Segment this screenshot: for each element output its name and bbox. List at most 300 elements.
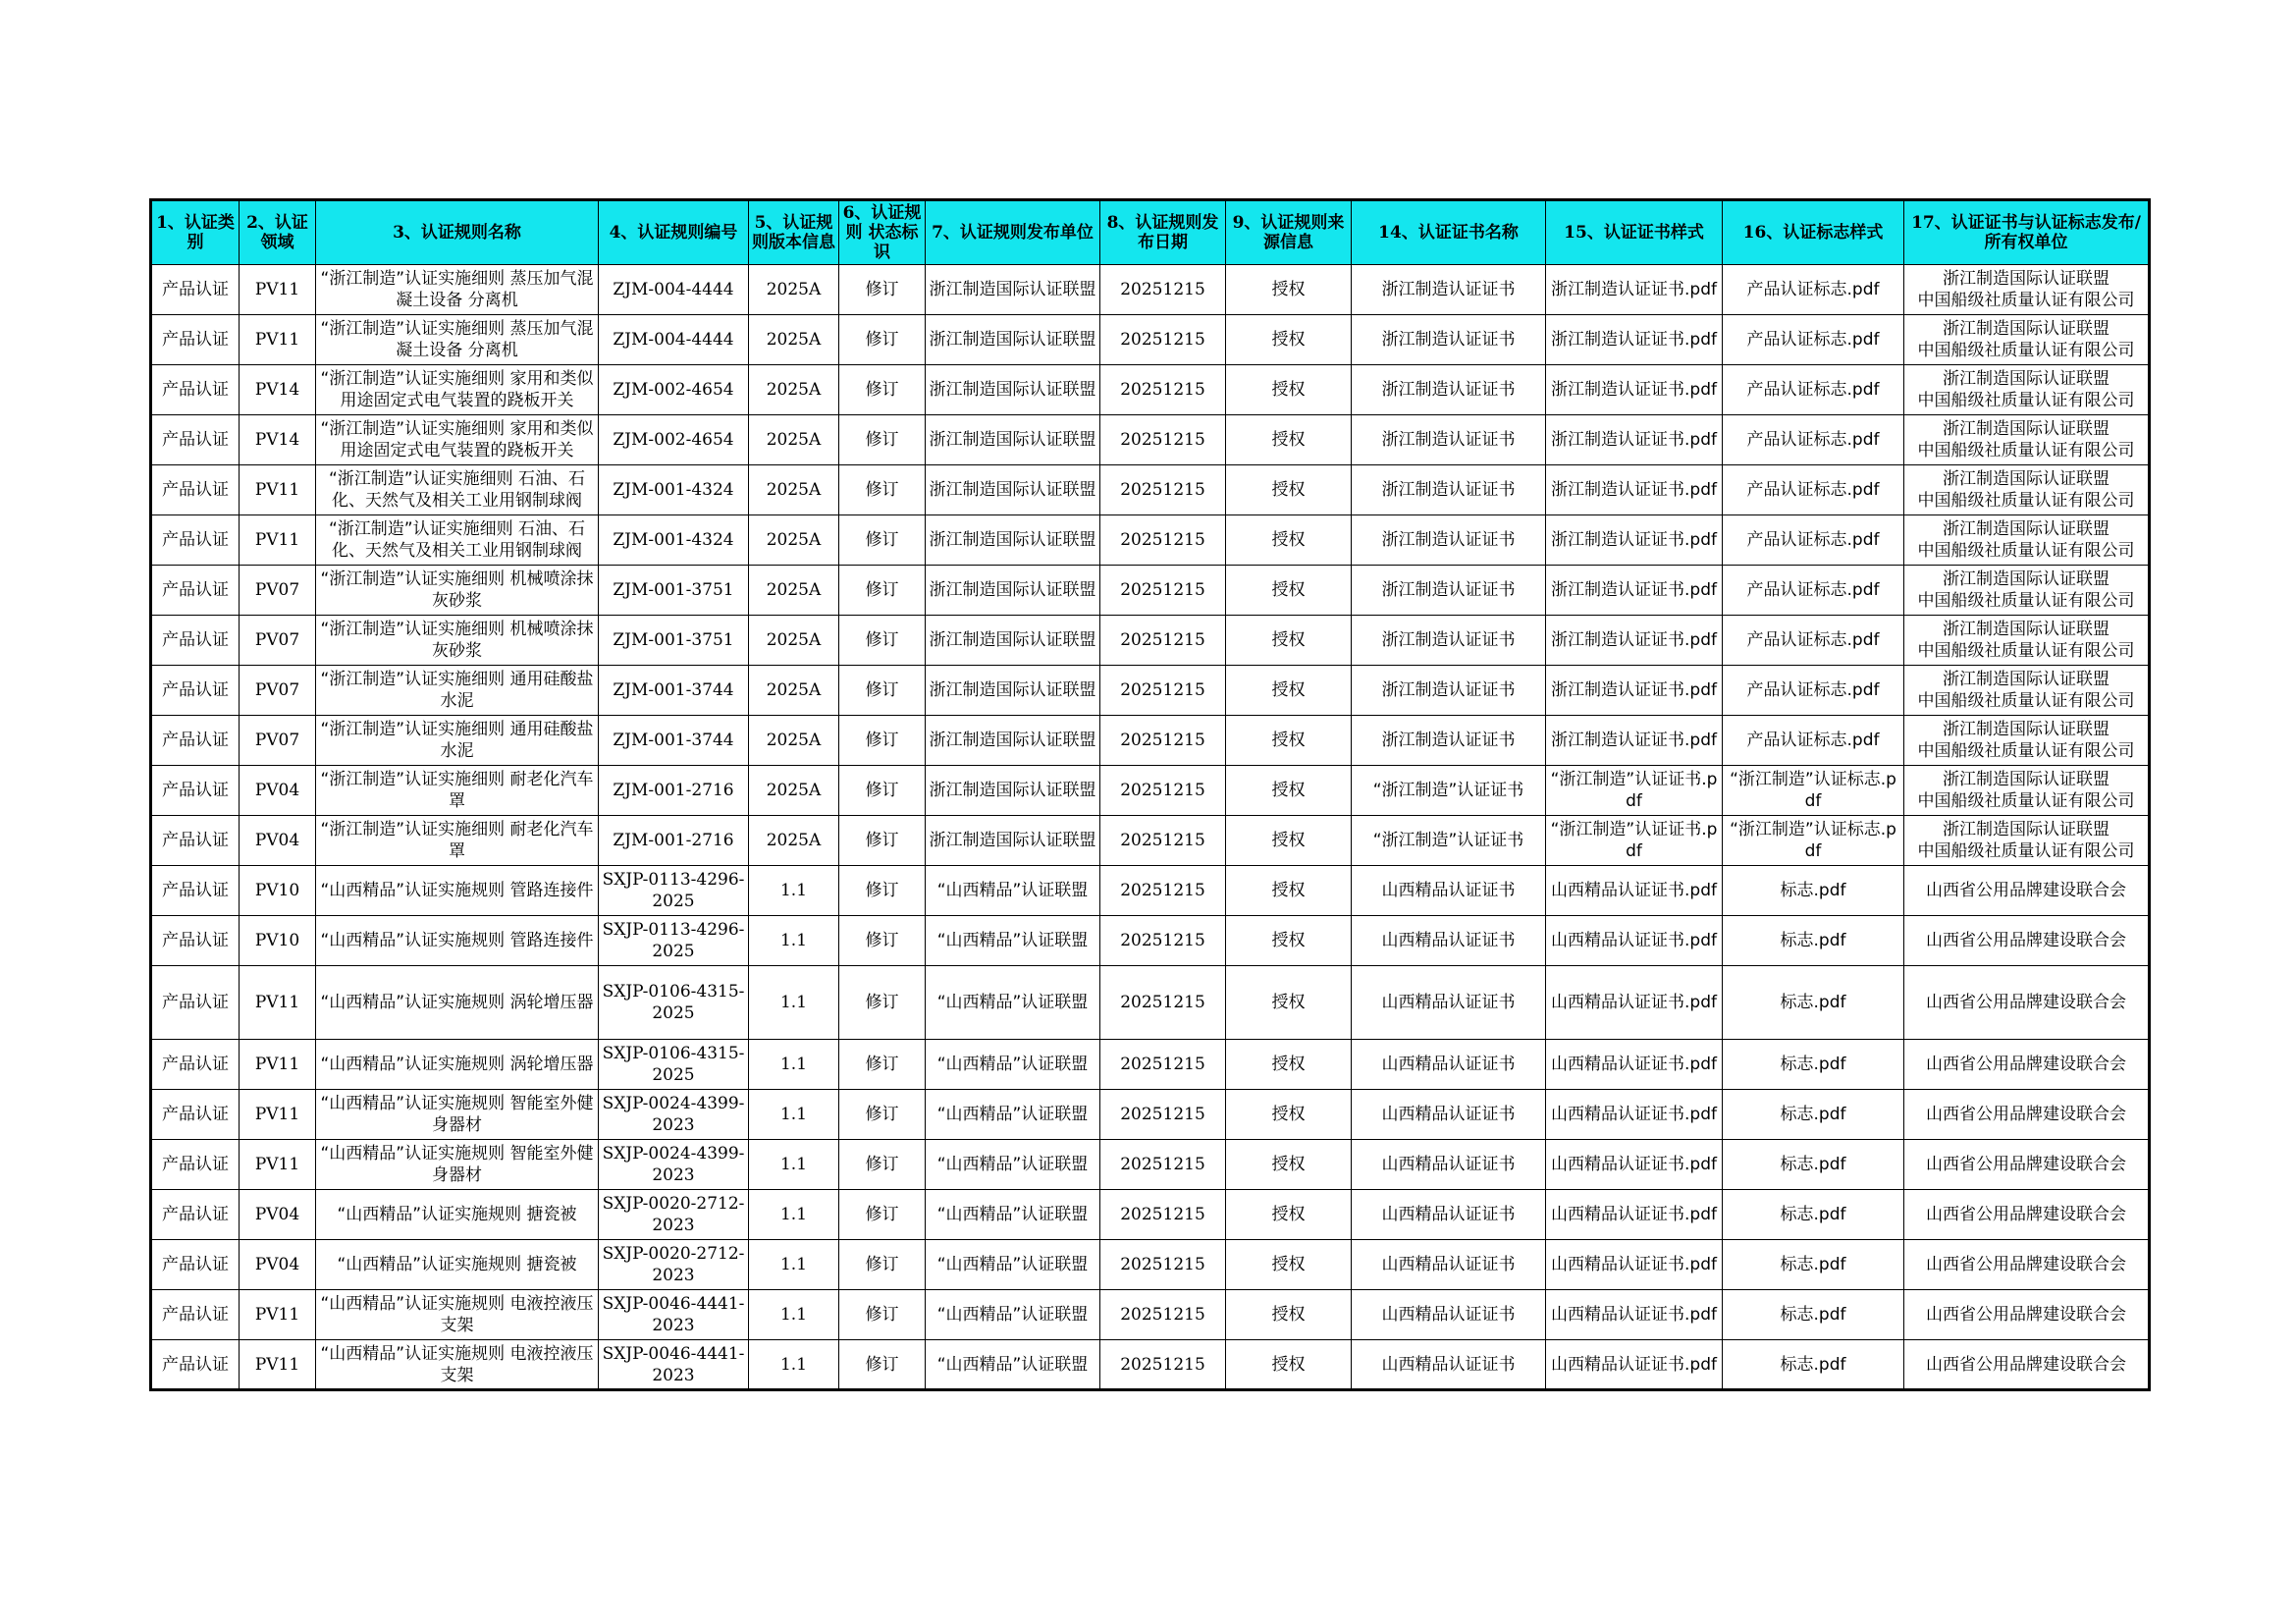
rule-code-cell: SXJP-0020-2712-2023 — [599, 1190, 749, 1240]
version-cell: 2025A — [749, 566, 839, 616]
date-cell: 20251215 — [1100, 566, 1226, 616]
category-cell: 产品认证 — [151, 365, 240, 415]
category-cell: 产品认证 — [151, 1240, 240, 1290]
date-cell: 20251215 — [1100, 616, 1226, 666]
publisher-cell: “山西精品”认证联盟 — [926, 1040, 1100, 1090]
version-cell: 2025A — [749, 465, 839, 515]
owner-cell — [1904, 816, 2150, 866]
date-cell: 20251215 — [1100, 465, 1226, 515]
source-cell: 授权 — [1226, 766, 1352, 816]
column-header: 14、认证证书名称 — [1352, 200, 1546, 265]
owner-line-1: 山西省公用品牌建设联合会 — [1926, 993, 2126, 1012]
owner-line-1: 浙江制造国际认证联盟 — [1943, 469, 2109, 489]
owner-cell — [1904, 1290, 2150, 1340]
version-cell: 1.1 — [749, 1290, 839, 1340]
publisher-cell: 浙江制造国际认证联盟 — [926, 566, 1100, 616]
rule-name-cell: “山西精品”认证实施规则 管路连接件 — [316, 916, 599, 966]
field-cell: PV04 — [240, 816, 316, 866]
owner-cell — [1904, 1340, 2150, 1390]
cert-name-cell: 浙江制造认证证书 — [1352, 415, 1546, 465]
date-cell: 20251215 — [1100, 365, 1226, 415]
date-cell: 20251215 — [1100, 1040, 1226, 1090]
cert-style-cell: 浙江制造认证证书.pdf — [1546, 716, 1723, 766]
category-cell: 产品认证 — [151, 1040, 240, 1090]
column-header: 15、认证证书样式 — [1546, 200, 1723, 265]
category-cell: 产品认证 — [151, 766, 240, 816]
status-cell: 修订 — [839, 766, 926, 816]
table-row — [151, 666, 2150, 716]
publisher-cell: “山西精品”认证联盟 — [926, 1140, 1100, 1190]
rule-name-cell: “浙江制造”认证实施细则 石油、石化、天然气及相关工业用钢制球阀 — [316, 465, 599, 515]
field-cell: PV11 — [240, 1290, 316, 1340]
column-header: 9、认证规则来源信息 — [1226, 200, 1352, 265]
date-cell: 20251215 — [1100, 816, 1226, 866]
cert-style-cell: 山西精品认证证书.pdf — [1546, 1240, 1723, 1290]
rule-name-cell: “山西精品”认证实施规则 搪瓷被 — [316, 1240, 599, 1290]
rule-name-cell: “浙江制造”认证实施细则 通用硅酸盐水泥 — [316, 716, 599, 766]
source-cell: 授权 — [1226, 916, 1352, 966]
rule-name-cell: “山西精品”认证实施规则 电液控液压支架 — [316, 1290, 599, 1340]
field-cell: PV07 — [240, 616, 316, 666]
version-cell: 1.1 — [749, 916, 839, 966]
source-cell: 授权 — [1226, 1340, 1352, 1390]
owner-line-1: 浙江制造国际认证联盟 — [1943, 720, 2109, 739]
owner-cell — [1904, 1190, 2150, 1240]
field-cell: PV07 — [240, 566, 316, 616]
table-row — [151, 866, 2150, 916]
owner-line-2: 中国船级社质量认证有限公司 — [1917, 791, 2135, 811]
publisher-cell: 浙江制造国际认证联盟 — [926, 365, 1100, 415]
cert-name-cell: 山西精品认证证书 — [1352, 1040, 1546, 1090]
date-cell: 20251215 — [1100, 265, 1226, 315]
mark-style-cell: 标志.pdf — [1723, 1140, 1904, 1190]
table-row — [151, 916, 2150, 966]
rule-name-cell: “山西精品”认证实施规则 搪瓷被 — [316, 1190, 599, 1240]
owner-line-2: 中国船级社质量认证有限公司 — [1917, 291, 2135, 310]
mark-style-cell: 标志.pdf — [1723, 1090, 1904, 1140]
category-cell: 产品认证 — [151, 716, 240, 766]
rule-code-cell: SXJP-0113-4296-2025 — [599, 866, 749, 916]
status-cell: 修订 — [839, 1190, 926, 1240]
status-cell: 修订 — [839, 465, 926, 515]
status-cell: 修订 — [839, 616, 926, 666]
owner-cell — [1904, 966, 2150, 1040]
column-header: 17、认证证书与认证标志发布/所有权单位 — [1904, 200, 2150, 265]
publisher-cell: “山西精品”认证联盟 — [926, 1240, 1100, 1290]
source-cell: 授权 — [1226, 415, 1352, 465]
category-cell: 产品认证 — [151, 315, 240, 365]
publisher-cell: 浙江制造国际认证联盟 — [926, 265, 1100, 315]
field-cell: PV11 — [240, 1140, 316, 1190]
rule-code-cell: ZJM-002-4654 — [599, 415, 749, 465]
version-cell: 2025A — [749, 265, 839, 315]
owner-line-1: 浙江制造国际认证联盟 — [1943, 369, 2109, 389]
column-header: 3、认证规则名称 — [316, 200, 599, 265]
rule-code-cell: ZJM-001-3751 — [599, 566, 749, 616]
owner-line-1: 浙江制造国际认证联盟 — [1943, 569, 2109, 589]
rule-code-cell: SXJP-0106-4315-2025 — [599, 1040, 749, 1090]
cert-name-cell: 浙江制造认证证书 — [1352, 365, 1546, 415]
cert-name-cell: “浙江制造”认证证书 — [1352, 816, 1546, 866]
mark-style-cell: 标志.pdf — [1723, 866, 1904, 916]
date-cell: 20251215 — [1100, 1340, 1226, 1390]
owner-line-1: 山西省公用品牌建设联合会 — [1926, 1305, 2126, 1325]
mark-style-cell: 产品认证标志.pdf — [1723, 315, 1904, 365]
status-cell: 修订 — [839, 1140, 926, 1190]
rule-code-cell: ZJM-004-4444 — [599, 315, 749, 365]
date-cell: 20251215 — [1100, 916, 1226, 966]
publisher-cell: 浙江制造国际认证联盟 — [926, 666, 1100, 716]
column-header: 2、认证领域 — [240, 200, 316, 265]
cert-name-cell: 山西精品认证证书 — [1352, 1340, 1546, 1390]
table-row — [151, 265, 2150, 315]
column-header: 1、认证类别 — [151, 200, 240, 265]
owner-cell — [1904, 315, 2150, 365]
mark-style-cell: 标志.pdf — [1723, 1340, 1904, 1390]
mark-style-cell: 产品认证标志.pdf — [1723, 716, 1904, 766]
category-cell: 产品认证 — [151, 1090, 240, 1140]
rule-code-cell: ZJM-001-2716 — [599, 816, 749, 866]
category-cell: 产品认证 — [151, 616, 240, 666]
owner-line-1: 山西省公用品牌建设联合会 — [1926, 881, 2126, 900]
owner-line-1: 山西省公用品牌建设联合会 — [1926, 1354, 2126, 1375]
mark-style-cell: 产品认证标志.pdf — [1723, 365, 1904, 415]
owner-line-1: 山西省公用品牌建设联合会 — [1926, 1055, 2126, 1074]
owner-line-1: 山西省公用品牌建设联合会 — [1926, 1255, 2126, 1274]
cert-name-cell: 浙江制造认证证书 — [1352, 616, 1546, 666]
table-row — [151, 716, 2150, 766]
owner-line-1: 山西省公用品牌建设联合会 — [1926, 1155, 2126, 1174]
cert-style-cell: 浙江制造认证证书.pdf — [1546, 616, 1723, 666]
rule-code-cell: SXJP-0046-4441-2023 — [599, 1290, 749, 1340]
owner-line-1: 浙江制造国际认证联盟 — [1943, 620, 2109, 639]
table-row — [151, 1140, 2150, 1190]
cert-style-cell: 浙江制造认证证书.pdf — [1546, 365, 1723, 415]
category-cell: 产品认证 — [151, 1190, 240, 1240]
table-row — [151, 315, 2150, 365]
rule-name-cell: “浙江制造”认证实施细则 石油、石化、天然气及相关工业用钢制球阀 — [316, 515, 599, 566]
source-cell: 授权 — [1226, 866, 1352, 916]
version-cell: 1.1 — [749, 966, 839, 1040]
field-cell: PV14 — [240, 365, 316, 415]
owner-cell — [1904, 916, 2150, 966]
table-row — [151, 1240, 2150, 1290]
rule-name-cell: “山西精品”认证实施规则 智能室外健身器材 — [316, 1140, 599, 1190]
source-cell: 授权 — [1226, 315, 1352, 365]
category-cell: 产品认证 — [151, 816, 240, 866]
field-cell: PV04 — [240, 766, 316, 816]
publisher-cell: 浙江制造国际认证联盟 — [926, 816, 1100, 866]
source-cell: 授权 — [1226, 666, 1352, 716]
cert-name-cell: 山西精品认证证书 — [1352, 1090, 1546, 1140]
status-cell: 修订 — [839, 816, 926, 866]
mark-style-cell: 产品认证标志.pdf — [1723, 666, 1904, 716]
owner-cell — [1904, 1240, 2150, 1290]
rule-name-cell: “浙江制造”认证实施细则 机械喷涂抹灰砂浆 — [316, 616, 599, 666]
version-cell: 2025A — [749, 666, 839, 716]
mark-style-cell: 产品认证标志.pdf — [1723, 616, 1904, 666]
cert-name-cell: 山西精品认证证书 — [1352, 1140, 1546, 1190]
mark-style-cell: 标志.pdf — [1723, 1040, 1904, 1090]
rule-code-cell: SXJP-0106-4315-2025 — [599, 966, 749, 1040]
source-cell: 授权 — [1226, 515, 1352, 566]
rule-name-cell: “浙江制造”认证实施细则 家用和类似用途固定式电气装置的跷板开关 — [316, 415, 599, 465]
category-cell: 产品认证 — [151, 1140, 240, 1190]
owner-cell — [1904, 365, 2150, 415]
mark-style-cell: 标志.pdf — [1723, 966, 1904, 1040]
owner-line-2: 中国船级社质量认证有限公司 — [1917, 491, 2135, 511]
rule-code-cell: ZJM-001-3744 — [599, 716, 749, 766]
table-row — [151, 415, 2150, 465]
rule-code-cell: ZJM-004-4444 — [599, 265, 749, 315]
category-cell: 产品认证 — [151, 866, 240, 916]
status-cell: 修订 — [839, 265, 926, 315]
cert-style-cell: 浙江制造认证证书.pdf — [1546, 315, 1723, 365]
cert-name-cell: 山西精品认证证书 — [1352, 916, 1546, 966]
date-cell: 20251215 — [1100, 1090, 1226, 1140]
cert-name-cell: 浙江制造认证证书 — [1352, 465, 1546, 515]
cert-style-cell: 浙江制造认证证书.pdf — [1546, 465, 1723, 515]
field-cell: PV07 — [240, 716, 316, 766]
table-row — [151, 515, 2150, 566]
field-cell: PV11 — [240, 515, 316, 566]
date-cell: 20251215 — [1100, 766, 1226, 816]
owner-line-1: 浙江制造国际认证联盟 — [1943, 519, 2109, 539]
owner-cell — [1904, 616, 2150, 666]
source-cell: 授权 — [1226, 1190, 1352, 1240]
field-cell: PV10 — [240, 916, 316, 966]
status-cell: 修订 — [839, 716, 926, 766]
cert-style-cell: “浙江制造”认证证书.pdf — [1546, 766, 1723, 816]
cert-style-cell: 浙江制造认证证书.pdf — [1546, 415, 1723, 465]
owner-cell — [1904, 766, 2150, 816]
table-row — [151, 966, 2150, 1040]
owner-line-2: 中国船级社质量认证有限公司 — [1917, 591, 2135, 611]
rule-code-cell: SXJP-0113-4296-2025 — [599, 916, 749, 966]
rule-name-cell: “山西精品”认证实施规则 涡轮增压器 — [316, 966, 599, 1040]
source-cell: 授权 — [1226, 465, 1352, 515]
owner-cell — [1904, 666, 2150, 716]
version-cell: 1.1 — [749, 866, 839, 916]
cert-name-cell: 山西精品认证证书 — [1352, 1290, 1546, 1340]
category-cell: 产品认证 — [151, 1290, 240, 1340]
source-cell: 授权 — [1226, 816, 1352, 866]
owner-line-1: 浙江制造国际认证联盟 — [1943, 820, 2109, 839]
cert-style-cell: “浙江制造”认证证书.pdf — [1546, 816, 1723, 866]
mark-style-cell: 产品认证标志.pdf — [1723, 566, 1904, 616]
date-cell: 20251215 — [1100, 1140, 1226, 1190]
category-cell: 产品认证 — [151, 1340, 240, 1390]
owner-line-1: 浙江制造国际认证联盟 — [1943, 419, 2109, 439]
cert-style-cell: 山西精品认证证书.pdf — [1546, 1340, 1723, 1390]
cert-name-cell: 浙江制造认证证书 — [1352, 515, 1546, 566]
field-cell: PV10 — [240, 866, 316, 916]
publisher-cell: 浙江制造国际认证联盟 — [926, 616, 1100, 666]
status-cell: 修订 — [839, 966, 926, 1040]
source-cell: 授权 — [1226, 1140, 1352, 1190]
table-row — [151, 816, 2150, 866]
mark-style-cell: 标志.pdf — [1723, 916, 1904, 966]
cert-name-cell: 山西精品认证证书 — [1352, 1190, 1546, 1240]
rule-code-cell: ZJM-001-2716 — [599, 766, 749, 816]
rule-name-cell: “浙江制造”认证实施细则 蒸压加气混凝土设备 分离机 — [316, 315, 599, 365]
version-cell: 2025A — [749, 315, 839, 365]
table-row — [151, 465, 2150, 515]
cert-style-cell: 浙江制造认证证书.pdf — [1546, 666, 1723, 716]
status-cell: 修订 — [839, 1340, 926, 1390]
table-row — [151, 1340, 2150, 1390]
cert-name-cell: 浙江制造认证证书 — [1352, 315, 1546, 365]
version-cell: 2025A — [749, 415, 839, 465]
rule-name-cell: “浙江制造”认证实施细则 耐老化汽车罩 — [316, 816, 599, 866]
rule-name-cell: “浙江制造”认证实施细则 通用硅酸盐水泥 — [316, 666, 599, 716]
owner-line-1: 山西省公用品牌建设联合会 — [1926, 1105, 2126, 1124]
table-row — [151, 1040, 2150, 1090]
status-cell: 修订 — [839, 916, 926, 966]
table-row — [151, 365, 2150, 415]
rule-code-cell: ZJM-001-3744 — [599, 666, 749, 716]
rule-name-cell: “山西精品”认证实施规则 电液控液压支架 — [316, 1340, 599, 1390]
mark-style-cell: 产品认证标志.pdf — [1723, 415, 1904, 465]
cert-name-cell: 浙江制造认证证书 — [1352, 566, 1546, 616]
column-header: 7、认证规则发布单位 — [926, 200, 1100, 265]
rule-name-cell: “浙江制造”认证实施细则 机械喷涂抹灰砂浆 — [316, 566, 599, 616]
cert-style-cell: 山西精品认证证书.pdf — [1546, 1190, 1723, 1240]
rule-code-cell: ZJM-001-3751 — [599, 616, 749, 666]
mark-style-cell: “浙江制造”认证标志.pdf — [1723, 766, 1904, 816]
cert-style-cell: 山西精品认证证书.pdf — [1546, 966, 1723, 1040]
owner-line-1: 山西省公用品牌建设联合会 — [1926, 1205, 2126, 1224]
owner-line-1: 浙江制造国际认证联盟 — [1943, 670, 2109, 689]
cert-name-cell: 山西精品认证证书 — [1352, 866, 1546, 916]
version-cell: 2025A — [749, 515, 839, 566]
table-row — [151, 1190, 2150, 1240]
cert-name-cell: 山西精品认证证书 — [1352, 1240, 1546, 1290]
publisher-cell: “山西精品”认证联盟 — [926, 1340, 1100, 1390]
column-header: 16、认证标志样式 — [1723, 200, 1904, 265]
date-cell: 20251215 — [1100, 415, 1226, 465]
cert-name-cell: 山西精品认证证书 — [1352, 966, 1546, 1040]
field-cell: PV11 — [240, 1340, 316, 1390]
version-cell: 1.1 — [749, 1040, 839, 1090]
source-cell: 授权 — [1226, 1040, 1352, 1090]
cert-style-cell: 浙江制造认证证书.pdf — [1546, 265, 1723, 315]
category-cell: 产品认证 — [151, 415, 240, 465]
status-cell: 修订 — [839, 415, 926, 465]
owner-cell — [1904, 515, 2150, 566]
cert-name-cell: “浙江制造”认证证书 — [1352, 766, 1546, 816]
owner-cell — [1904, 866, 2150, 916]
owner-line-1: 山西省公用品牌建设联合会 — [1926, 931, 2126, 950]
rule-code-cell: SXJP-0046-4441-2023 — [599, 1340, 749, 1390]
owner-line-2: 中国船级社质量认证有限公司 — [1917, 341, 2135, 360]
table-row — [151, 1290, 2150, 1340]
version-cell: 1.1 — [749, 1140, 839, 1190]
status-cell: 修订 — [839, 365, 926, 415]
certification-rules-table — [149, 198, 2151, 1391]
cert-style-cell: 山西精品认证证书.pdf — [1546, 1140, 1723, 1190]
rule-code-cell: ZJM-002-4654 — [599, 365, 749, 415]
mark-style-cell: 产品认证标志.pdf — [1723, 465, 1904, 515]
cert-style-cell: 浙江制造认证证书.pdf — [1546, 515, 1723, 566]
source-cell: 授权 — [1226, 1090, 1352, 1140]
publisher-cell: “山西精品”认证联盟 — [926, 966, 1100, 1040]
publisher-cell: 浙江制造国际认证联盟 — [926, 766, 1100, 816]
source-cell: 授权 — [1226, 1240, 1352, 1290]
rule-name-cell: “浙江制造”认证实施细则 蒸压加气混凝土设备 分离机 — [316, 265, 599, 315]
publisher-cell: 浙江制造国际认证联盟 — [926, 315, 1100, 365]
table-row — [151, 766, 2150, 816]
category-cell: 产品认证 — [151, 966, 240, 1040]
mark-style-cell: “浙江制造”认证标志.pdf — [1723, 816, 1904, 866]
publisher-cell: “山西精品”认证联盟 — [926, 1190, 1100, 1240]
date-cell: 20251215 — [1100, 1240, 1226, 1290]
owner-line-1: 浙江制造国际认证联盟 — [1943, 269, 2109, 289]
field-cell: PV07 — [240, 666, 316, 716]
status-cell: 修订 — [839, 515, 926, 566]
publisher-cell: 浙江制造国际认证联盟 — [926, 415, 1100, 465]
status-cell: 修订 — [839, 1090, 926, 1140]
field-cell: PV11 — [240, 1040, 316, 1090]
rule-name-cell: “山西精品”认证实施规则 管路连接件 — [316, 866, 599, 916]
owner-cell — [1904, 566, 2150, 616]
date-cell: 20251215 — [1100, 966, 1226, 1040]
status-cell: 修订 — [839, 1240, 926, 1290]
field-cell: PV11 — [240, 966, 316, 1040]
version-cell: 2025A — [749, 766, 839, 816]
table-row — [151, 616, 2150, 666]
cert-style-cell: 山西精品认证证书.pdf — [1546, 916, 1723, 966]
cert-name-cell: 浙江制造认证证书 — [1352, 666, 1546, 716]
owner-line-2: 中国船级社质量认证有限公司 — [1917, 391, 2135, 410]
publisher-cell: “山西精品”认证联盟 — [926, 1290, 1100, 1340]
cert-style-cell: 山西精品认证证书.pdf — [1546, 1090, 1723, 1140]
owner-line-1: 浙江制造国际认证联盟 — [1943, 770, 2109, 789]
rule-name-cell: “浙江制造”认证实施细则 家用和类似用途固定式电气装置的跷板开关 — [316, 365, 599, 415]
mark-style-cell: 标志.pdf — [1723, 1290, 1904, 1340]
publisher-cell: “山西精品”认证联盟 — [926, 916, 1100, 966]
owner-cell — [1904, 1090, 2150, 1140]
owner-line-2: 中国船级社质量认证有限公司 — [1917, 691, 2135, 711]
cert-style-cell: 山西精品认证证书.pdf — [1546, 1290, 1723, 1340]
status-cell: 修订 — [839, 566, 926, 616]
source-cell: 授权 — [1226, 716, 1352, 766]
category-cell: 产品认证 — [151, 566, 240, 616]
field-cell: PV14 — [240, 415, 316, 465]
owner-cell — [1904, 465, 2150, 515]
owner-line-2: 中国船级社质量认证有限公司 — [1917, 441, 2135, 460]
source-cell: 授权 — [1226, 566, 1352, 616]
version-cell: 1.1 — [749, 1190, 839, 1240]
owner-line-2: 中国船级社质量认证有限公司 — [1917, 641, 2135, 661]
owner-cell — [1904, 415, 2150, 465]
field-cell: PV04 — [240, 1240, 316, 1290]
mark-style-cell: 产品认证标志.pdf — [1723, 515, 1904, 566]
rule-code-cell: ZJM-001-4324 — [599, 515, 749, 566]
date-cell: 20251215 — [1100, 1290, 1226, 1340]
owner-line-2: 中国船级社质量认证有限公司 — [1917, 841, 2135, 861]
version-cell: 2025A — [749, 365, 839, 415]
table-header-row — [151, 200, 2150, 265]
version-cell: 2025A — [749, 716, 839, 766]
field-cell: PV11 — [240, 265, 316, 315]
source-cell: 授权 — [1226, 365, 1352, 415]
source-cell: 授权 — [1226, 265, 1352, 315]
cert-name-cell: 浙江制造认证证书 — [1352, 265, 1546, 315]
owner-cell — [1904, 1140, 2150, 1190]
cert-style-cell: 山西精品认证证书.pdf — [1546, 866, 1723, 916]
cert-style-cell: 山西精品认证证书.pdf — [1546, 1040, 1723, 1090]
